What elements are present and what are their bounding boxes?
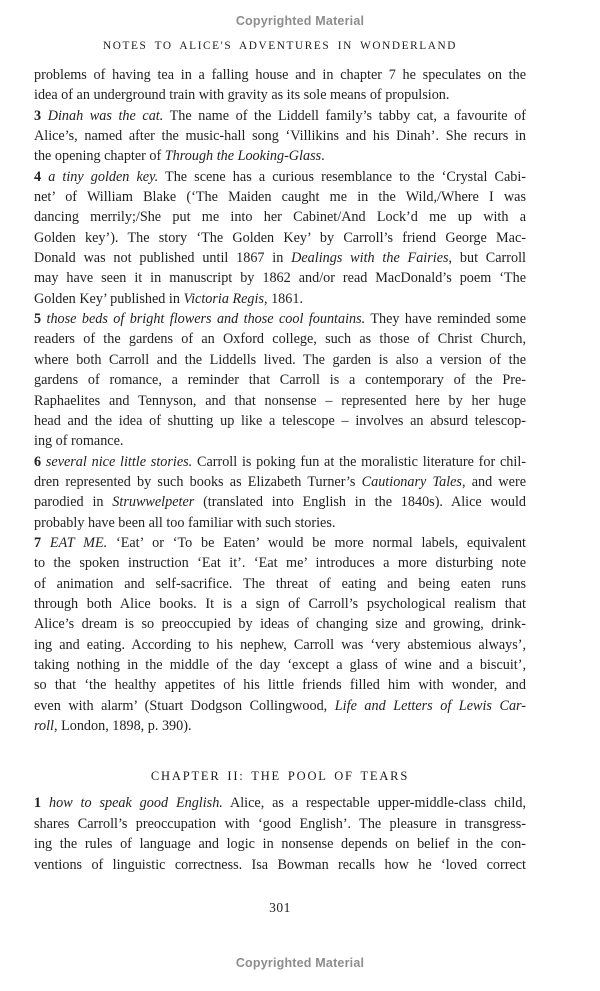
- note-lemma: Dealings with the Fairies: [291, 250, 449, 267]
- text-line: [34, 716, 526, 736]
- text-line: [34, 834, 526, 855]
- note-text: Alice, as a respectable upper-middle-class child,: [222, 795, 527, 811]
- note-lemma: Cautionary Tales: [361, 473, 462, 490]
- text-line: [34, 553, 526, 573]
- text-line: [34, 350, 526, 370]
- note-text: ‘Eat’ or ‘To be Eaten’ would be more normal labels, equivalent: [107, 534, 526, 551]
- text-line: [34, 187, 526, 207]
- note-text: .: [321, 148, 325, 165]
- note-text: Donald was not published until 1867 in: [34, 250, 292, 267]
- copyright-notice-top: Copyrighted Material: [235, 14, 365, 28]
- note-text: They have reminded some: [365, 311, 526, 328]
- text-line: [34, 635, 526, 655]
- note-text: net’ of William Blake (‘The Maiden caught me in the Wild,/Where I was: [34, 189, 526, 206]
- note-text: through both Alice books. It is a sign of Carroll’s psychological realism that: [34, 595, 526, 612]
- text-line: [34, 167, 526, 187]
- note-text: ing the rules of language and logic in nonsense depends on belief in the con-: [34, 836, 526, 853]
- note-text: even with alarm’ (Stuart Dodgson Collingwood,: [34, 697, 335, 714]
- note-lemma: Struwwelpeter: [112, 494, 195, 511]
- text-line: [34, 594, 526, 614]
- note-text: Alice’s, named after the music-hall song ‘Villikins and his Dinah’. She recurs in: [34, 128, 526, 145]
- note-text: taking nothing in the middle of the day ‘except a glass of wine and a biscuit’,: [34, 656, 526, 673]
- note-lemma: Dinah was the cat.: [47, 107, 164, 124]
- note-text: ing of romance.: [34, 433, 124, 450]
- note-text: , 1861.: [263, 290, 303, 307]
- note-text: of animation and self-sacrifice. The threat of eating and being eaten runs: [34, 575, 526, 592]
- note-text: dancing merrily;/She put me into her Cabinet/And Lock’d me up with a: [34, 209, 526, 226]
- chapter-heading: CHAPTER II: THE POOL OF TEARS: [150, 769, 410, 783]
- note-number: 3: [34, 107, 48, 124]
- note-lemma: Life and Letters of Lewis Car-: [334, 697, 526, 714]
- note-text: so that ‘the healthy appetites of his little friends filled him with wonder, and: [34, 677, 526, 694]
- note-text: The scene has a curious resemblance to the ‘Crystal Cabi-: [158, 168, 527, 185]
- text-line: [34, 452, 526, 472]
- page-number: 301: [269, 900, 291, 915]
- text-line: [34, 85, 526, 105]
- text-line: [34, 411, 526, 431]
- running-header: NOTES TO ALICE'S ADVENTURES IN WONDERLAND: [102, 40, 458, 52]
- note-number: 6: [34, 453, 46, 470]
- text-line: [34, 126, 526, 146]
- note-text: idea of an underground train with gravity as its sole means of propulsion.: [34, 87, 450, 104]
- text-line: [34, 472, 526, 492]
- note-text: Golden key’). The story ‘The Golden Key’ by Carroll’s friend George Mac-: [34, 229, 526, 246]
- note-text: problems of having tea in a falling house and in chapter 7 he speculates on the: [34, 67, 526, 83]
- text-line: [34, 614, 526, 634]
- note-number: 7: [34, 534, 50, 551]
- text-line: [34, 228, 526, 248]
- text-line: [34, 146, 526, 166]
- text-line: [34, 855, 526, 876]
- note-text: shares Carroll’s preoccupation with ‘good English’. The pleasure in transgress-: [34, 815, 526, 832]
- text-line: [34, 391, 526, 411]
- note-text: , London, 1898, p. 390).: [53, 718, 192, 734]
- note-text: gardens of romance, a reminder that Carroll is a contemporary of the Pre-: [34, 372, 526, 389]
- text-line: [34, 65, 526, 85]
- note-lemma: several nice little stories.: [45, 453, 193, 470]
- text-line: [34, 268, 526, 288]
- note-text: parodied in: [34, 494, 113, 511]
- note-text: may have seen it in manuscript by 1862 and/or read MacDonald’s poem ‘The: [34, 270, 526, 287]
- note-lemma: a tiny golden key.: [48, 168, 159, 185]
- note-lemma: EAT ME.: [49, 534, 108, 551]
- text-line: [34, 793, 526, 814]
- note-number: 1: [34, 795, 49, 811]
- note-lemma: how to speak good English.: [49, 795, 223, 811]
- note-text: Carroll is poking fun at the moralistic literature for chil-: [192, 453, 526, 470]
- note-number: 5: [34, 311, 47, 328]
- text-line: [34, 814, 526, 835]
- note-text: to the spoken instruction ‘Eat it’. ‘Eat me’ introduces a more disturbing note: [34, 555, 526, 572]
- text-line: [34, 492, 526, 512]
- text-line: [34, 370, 526, 390]
- text-line: [34, 533, 526, 553]
- note-text: the opening chapter of: [34, 148, 165, 165]
- note-text: where both Carroll and the Liddells lived. The garden is also a version of the: [34, 351, 526, 368]
- text-line: [34, 675, 526, 695]
- note-text: ventions of linguistic correctness. Isa Bowman recalls how he ‘loved correct: [34, 857, 526, 874]
- note-lemma: Victoria Regis: [183, 290, 264, 307]
- note-text: Golden Key’ published in: [34, 290, 184, 307]
- text-line: [34, 696, 526, 716]
- notes-text-block: [34, 65, 526, 736]
- text-line: [34, 329, 526, 349]
- note-text: probably have been all too familiar with such stories.: [34, 514, 336, 531]
- note-text: (translated into English in the 1840s). Alice would: [194, 494, 526, 511]
- note-text: , and were: [461, 473, 526, 490]
- text-line: [34, 574, 526, 594]
- note-text: The name of the Liddell family’s tabby cat, a favourite of: [163, 107, 527, 124]
- note-text: ing and eating. According to his nephew, Carroll was ‘very abstemious always’,: [34, 636, 526, 653]
- text-line: [34, 655, 526, 675]
- note-text: , but Carroll: [448, 250, 526, 267]
- note-text: dren represented by such books as Elizabeth Turner’s: [34, 473, 362, 490]
- note-text: readers of the gardens of an Oxford college, such as those of Christ Church,: [34, 331, 526, 348]
- note-text: Alice’s dream is so preoccupied by ideas of changing size and growing, drink-: [34, 616, 526, 633]
- note-text: head and the idea of shutting up like a telescope – involves an absurd telescop-: [34, 412, 526, 429]
- note-lemma: Through the Looking-Glass: [164, 148, 322, 165]
- copyright-notice-bottom: Copyrighted Material: [235, 956, 365, 970]
- text-line: [34, 431, 526, 451]
- text-line: [34, 513, 526, 533]
- note-text: Raphaelites and Tennyson, and that nonsense – represented here by her huge: [34, 392, 526, 409]
- text-line: [34, 248, 526, 268]
- chapter2-notes-text-block: [34, 793, 526, 876]
- text-line: [34, 289, 526, 309]
- note-lemma: those beds of bright flowers and those cool fountains.: [46, 311, 366, 328]
- text-line: [34, 207, 526, 227]
- text-line: [34, 309, 526, 329]
- note-lemma: roll: [34, 718, 54, 734]
- note-number: 4: [34, 168, 49, 185]
- text-line: [34, 106, 526, 126]
